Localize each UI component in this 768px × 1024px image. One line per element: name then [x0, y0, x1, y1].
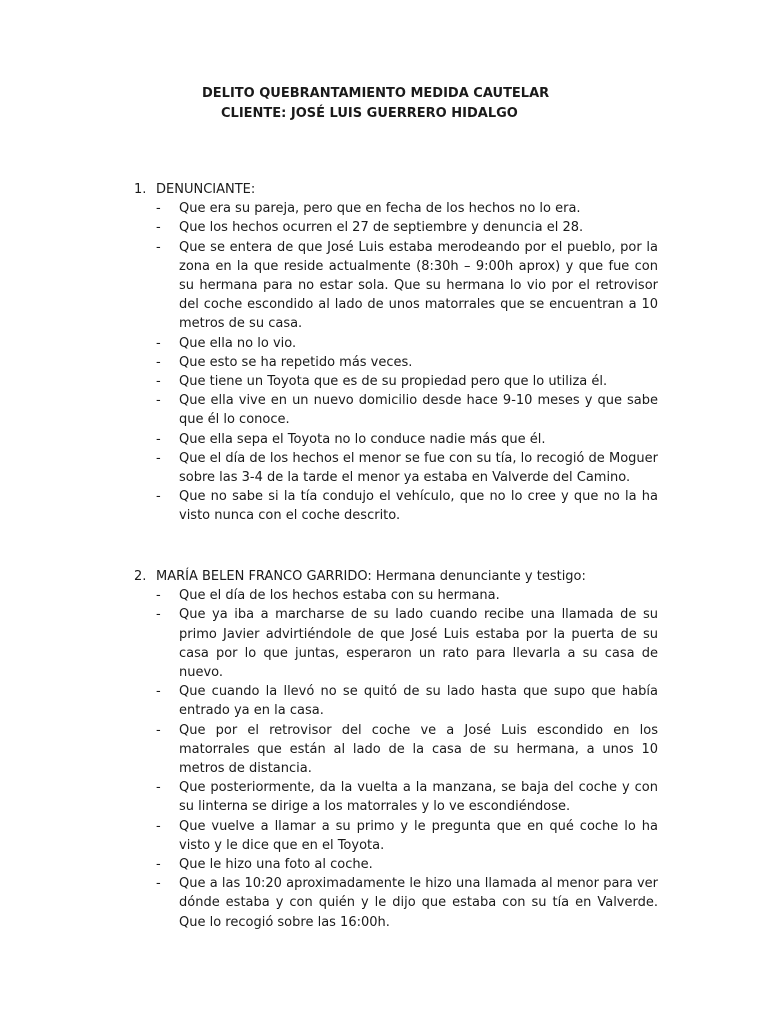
bullet-dash: -: [156, 722, 161, 738]
bullet-dash: -: [156, 239, 161, 255]
bullet-list: [134, 586, 664, 932]
bullet-dash: -: [156, 335, 161, 351]
bullet-dash: -: [156, 818, 161, 834]
bullet-dash: -: [156, 393, 161, 409]
bullet-dash: -: [156, 684, 161, 700]
list-item: [134, 199, 664, 218]
list-item: [134, 372, 664, 391]
list-item-text: Que el día de los hechos el menor se fue con su tía, lo recogió de Moguer sobre las 3-4 de la tarde el menor ya estaba en Valverde del Camino.: [179, 450, 658, 486]
list-item: [134, 778, 664, 816]
section-number: 1.: [134, 182, 147, 197]
bullet-dash: -: [156, 876, 161, 892]
section-title: MARÍA BELEN FRANCO GARRIDO: Hermana denunciante y testigo:: [156, 569, 586, 584]
bullet-dash: -: [156, 431, 161, 447]
list-item: [134, 721, 664, 779]
bullet-dash: -: [156, 857, 161, 873]
client-name: CLIENTE: JOSÉ LUIS GUERRERO HIDALGO: [221, 106, 518, 121]
list-item: [134, 817, 664, 855]
list-item-text: Que esto se ha repetido más veces.: [179, 354, 413, 370]
list-item: [134, 391, 664, 429]
bullet-dash: -: [156, 354, 161, 370]
bullet-dash: -: [156, 220, 161, 236]
list-item: [134, 353, 664, 372]
section-heading: [134, 567, 664, 586]
list-item-text: Que ella sepa el Toyota no lo conduce nadie más que él.: [179, 431, 546, 447]
list-item: [134, 682, 664, 720]
list-item-text: Que el día de los hechos estaba con su hermana.: [179, 588, 500, 604]
list-item-text: Que cuando la llevó no se quitó de su lado hasta que supo que había entrado ya en la casa.: [179, 684, 658, 719]
list-item-text: Que era su pareja, pero que en fecha de los hechos no lo era.: [179, 201, 581, 217]
document-title: DELITO QUEBRANTAMIENTO MEDIDA CAUTELAR: [202, 86, 550, 101]
list-item-text: Que vuelve a llamar a su primo y le pregunta que en qué coche lo ha visto y le dice que en el Toyota.: [179, 818, 658, 853]
section-heading: [134, 180, 664, 199]
list-item-text: Que los hechos ocurren el 27 de septiembre y denuncia el 28.: [179, 220, 584, 236]
list-item: [134, 855, 664, 874]
bullet-dash: -: [156, 780, 161, 796]
list-item-text: Que ya iba a marcharse de su lado cuando recibe una llamada de su primo Javier advirtiéndole de que José Luis estaba por la puerta de su casa por lo que juntas, esperaron un rato para llevarla a su casa de nuevo.: [179, 607, 658, 681]
list-item: [134, 487, 664, 525]
list-item: [134, 605, 664, 682]
list-item: [134, 430, 664, 449]
bullet-dash: -: [156, 607, 161, 623]
bullet-dash: -: [156, 489, 161, 505]
bullet-dash: -: [156, 588, 161, 604]
list-item: [134, 334, 664, 353]
list-item-text: Que se entera de que José Luis estaba merodeando por el pueblo, por la zona en la que reside actualmente (8:30h – 9:00h aprox) y que fue con su hermana para no estar sola. Que su hermana lo vio por el retrovisor del coche escondido al lado de unos matorrales que se encuentran a 10 metros de su casa.: [179, 239, 658, 332]
list-item-text: Que posteriormente, da la vuelta a la manzana, se baja del coche y con su linterna se dirige a los matorrales y lo ve escondiéndose.: [179, 780, 658, 815]
section-number: 2.: [134, 569, 147, 584]
list-item-text: Que no sabe si la tía condujo el vehículo, que no lo cree y que no la ha visto nunca con el coche descrito.: [179, 489, 658, 524]
list-item-text: Que le hizo una foto al coche.: [179, 857, 373, 873]
list-item: [134, 218, 664, 237]
list-item: [134, 874, 664, 932]
list-item: [134, 586, 664, 605]
section-title: DENUNCIANTE:: [156, 182, 256, 197]
list-item-text: Que a las 10:20 aproximadamente le hizo una llamada al menor para ver dónde estaba y con quién y le dijo que estaba con su tía en Valverde. Que lo recogió sobre las 16:00h.: [179, 876, 658, 930]
list-item: [134, 449, 664, 487]
list-item-text: Que tiene un Toyota que es de su propiedad pero que lo utiliza él.: [179, 374, 608, 390]
bullet-dash: -: [156, 374, 161, 390]
list-item: [134, 238, 664, 334]
section-denunciante: [134, 180, 664, 526]
list-item-text: Que ella no lo vio.: [179, 335, 297, 351]
bullet-dash: -: [156, 201, 161, 217]
list-item-text: Que ella vive en un nuevo domicilio desde hace 9-10 meses y que sabe que él lo conoce.: [179, 393, 658, 428]
bullet-list: [134, 199, 664, 525]
section-testigo: [134, 567, 664, 932]
bullet-dash: -: [156, 450, 161, 466]
list-item-text: Que por el retrovisor del coche ve a José Luis escondido en los matorrales que están al lado de la casa de su hermana, a unos 10 metros de distancia.: [179, 722, 658, 777]
